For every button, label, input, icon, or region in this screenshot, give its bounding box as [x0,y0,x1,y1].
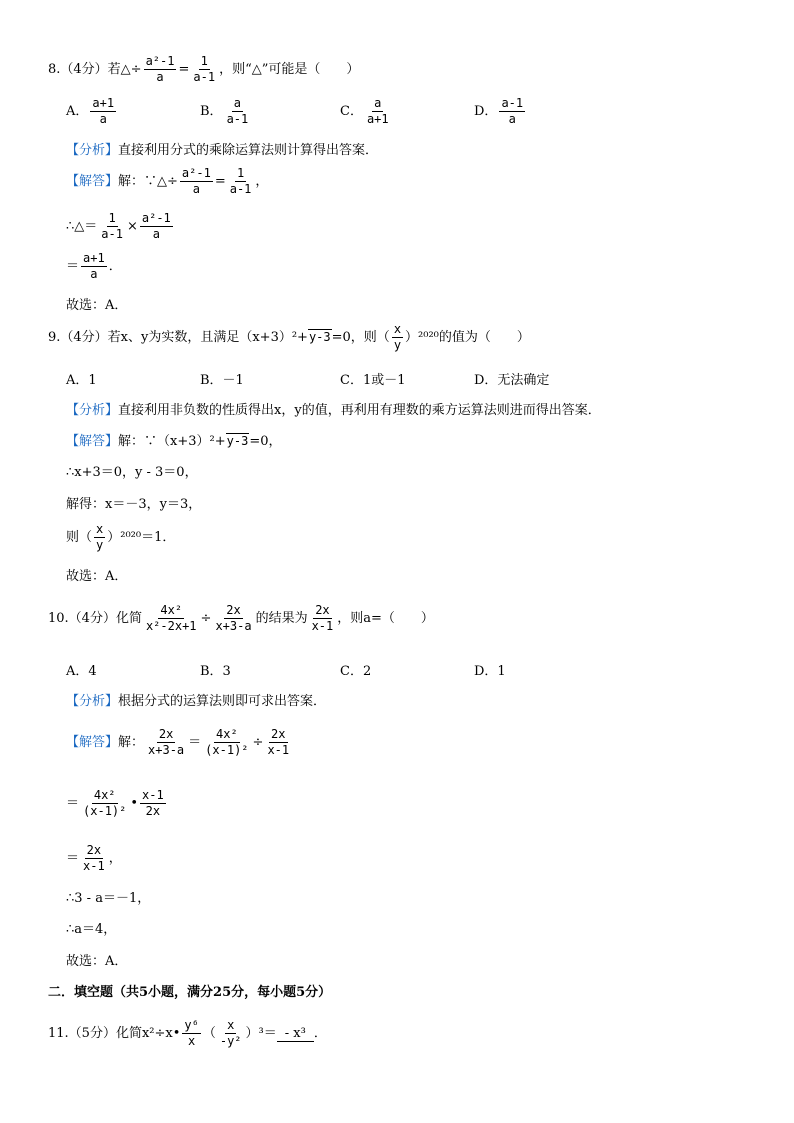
q9-option-a: A．1 [66,373,97,388]
q8-analysis: 【分析】直接利用分式的乘除运算法则计算得出答案． [66,143,379,158]
q10-analysis: 【分析】根据分式的运算法则即可求出答案． [66,694,327,709]
q8-option-c: C． $\frac{a}{a+1}$ [340,96,389,126]
q9-answer: 故选：A． [66,569,128,584]
q9-option-b: B．－1 [200,373,244,388]
q9-solution-line2: ∴x+3＝0，y - 3＝0， [66,465,198,480]
q10-option-d: D．1 [474,664,506,679]
q10-solution-line2: ＝ $\frac{\text{4x²}}{\text{(x-1)²}}$ • $\frac{x-1}{2x}$ [66,788,164,818]
q9-option-c: C．1或－1 [340,373,406,388]
q10-solution-line5: ∴a＝4， [66,922,117,937]
q11-answer-blank[interactable]: - x³ [277,1026,314,1042]
q8-answer: 故选：A． [66,298,128,313]
q10-solution-line3: ＝ $\frac{2x}{x-1}$ ， [66,843,122,873]
q10-option-a: A．4 [66,664,97,679]
q9-solution-line3: 解得：x＝－3，y＝3， [66,497,202,512]
q8-option-d: D． $\frac{a-1}{a}$ [474,96,524,126]
q10-solution-line1: 【解答】解： $\frac{2x}{x+3-a}$ ＝ $\frac{\text{4x²}}{\text{(x-1)²}}$ ÷ $\frac{2x}{x-1}$ [66,727,290,757]
q9-stem: 9.（4分）若x、y为实数，且满足（x+3）²+y-3=0，则（ $\frac{x}{y}$ ）²⁰²⁰的值为（ ） [48,322,530,352]
q9-solution-line1: 【解答】解：∵（x+3）²+y-3=0， [66,434,282,449]
q10-solution-line4: ∴3 - a＝－1， [66,891,151,906]
section-heading: 二．填空题（共5小题，满分25分，每小题5分） [48,985,332,1000]
q8-frac2: $\frac{1}{a-1}$ [193,54,216,84]
q8-option-a: A． $\frac{a+1}{a}$ [66,96,115,126]
q8-solution-line3: ＝ $\frac{a+1}{a}$ ． [66,251,122,281]
q8-stem: 8.（4分）若△÷ $\frac{\text{a²-1}}{a}$ = $\frac{1}{a-1}$ ，则“△”可能是（ ） [48,54,360,84]
q9-option-d: D．无法确定 [474,373,550,388]
q8-frac1: $\frac{\text{a²-1}}{a}$ [145,54,175,84]
q9-analysis: 【分析】直接利用非负数的性质得出x，y的值，再利用有理数的乘方运算法则进而得出答案． [66,403,601,418]
q10-answer: 故选：A． [66,954,128,969]
q11-stem: 11.（5分）化简x²÷x• $\frac{\text{y⁶}}{x}$ （ $\frac{x}{\text{-y²}}$ ）³＝ - x³ ． [48,1018,327,1048]
q8-option-b: B． $\frac{a}{a-1}$ [200,96,249,126]
q8-solution-line2: ∴△＝ $\frac{1}{a-1}$ × $\frac{\text{a²-1}}{a}$ [66,211,171,241]
q10-option-b: B．3 [200,664,231,679]
q10-stem: 10.（4分）化简 $\frac{\text{4x²}}{\text{x²-2x+1}}$ ÷ $\frac{2x}{x+3-a}$ 的结果为 $\frac{2x}{x-1}$ ，则a=（ ） [48,603,434,633]
q10-option-c: C．2 [340,664,372,679]
q8-solution-line1: 【解答】解：∵△÷ $\frac{\text{a²-1}}{a}$ = $\frac{1}{a-1}$ ， [66,166,269,196]
q9-sqrt: y-3 [308,330,331,344]
q9-solution-line4: 则（ $\frac{x}{y}$ ）²⁰²⁰＝1． [66,522,176,552]
